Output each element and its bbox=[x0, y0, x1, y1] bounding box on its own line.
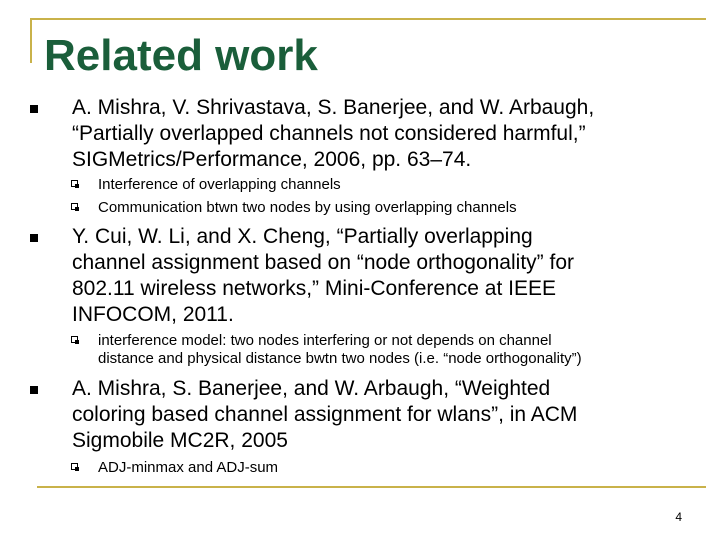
hollow-square-bullet-icon bbox=[71, 336, 78, 343]
square-bullet-icon bbox=[30, 105, 38, 113]
sub-item-text: interference model: two nodes interfering or not depends on channel distance and physical distance bwtn two nodes (i.e. “node orthogonality”) bbox=[98, 332, 582, 367]
reference-text: A. Mishra, S. Banerjee, and W. Arbaugh, “Weighted coloring based channel assignment for wlans”, in ACM Sigmobile MC2R, 2005 bbox=[72, 377, 578, 452]
hollow-square-bullet-icon bbox=[71, 203, 78, 210]
slide-title: Related work bbox=[44, 31, 318, 80]
page-number: 4 bbox=[675, 510, 682, 524]
hollow-square-bullet-icon bbox=[71, 180, 78, 187]
frame-bottom-line bbox=[37, 486, 706, 488]
sub-item-text: Communication btwn two nodes by using overlapping channels bbox=[98, 199, 517, 216]
frame-top-line bbox=[30, 18, 706, 20]
reference-text: Y. Cui, W. Li, and X. Cheng, “Partially overlapping channel assignment based on “node orthogonality” for 802.11 wireless networks,” Mini-Conference at IEEE INFOCOM, 2011. bbox=[72, 225, 574, 326]
square-bullet-icon bbox=[30, 386, 38, 394]
frame-left-line bbox=[30, 18, 32, 63]
sub-item-text: Interference of overlapping channels bbox=[98, 176, 341, 193]
hollow-square-bullet-icon bbox=[71, 463, 78, 470]
sub-item-text: ADJ-minmax and ADJ-sum bbox=[98, 459, 279, 476]
reference-text: A. Mishra, V. Shrivastava, S. Banerjee, and W. Arbaugh, “Partially overlapped channels not considered harmful,” SIGMetrics/Performance, 2006, pp. 63–74. bbox=[72, 96, 595, 171]
square-bullet-icon bbox=[30, 234, 38, 242]
